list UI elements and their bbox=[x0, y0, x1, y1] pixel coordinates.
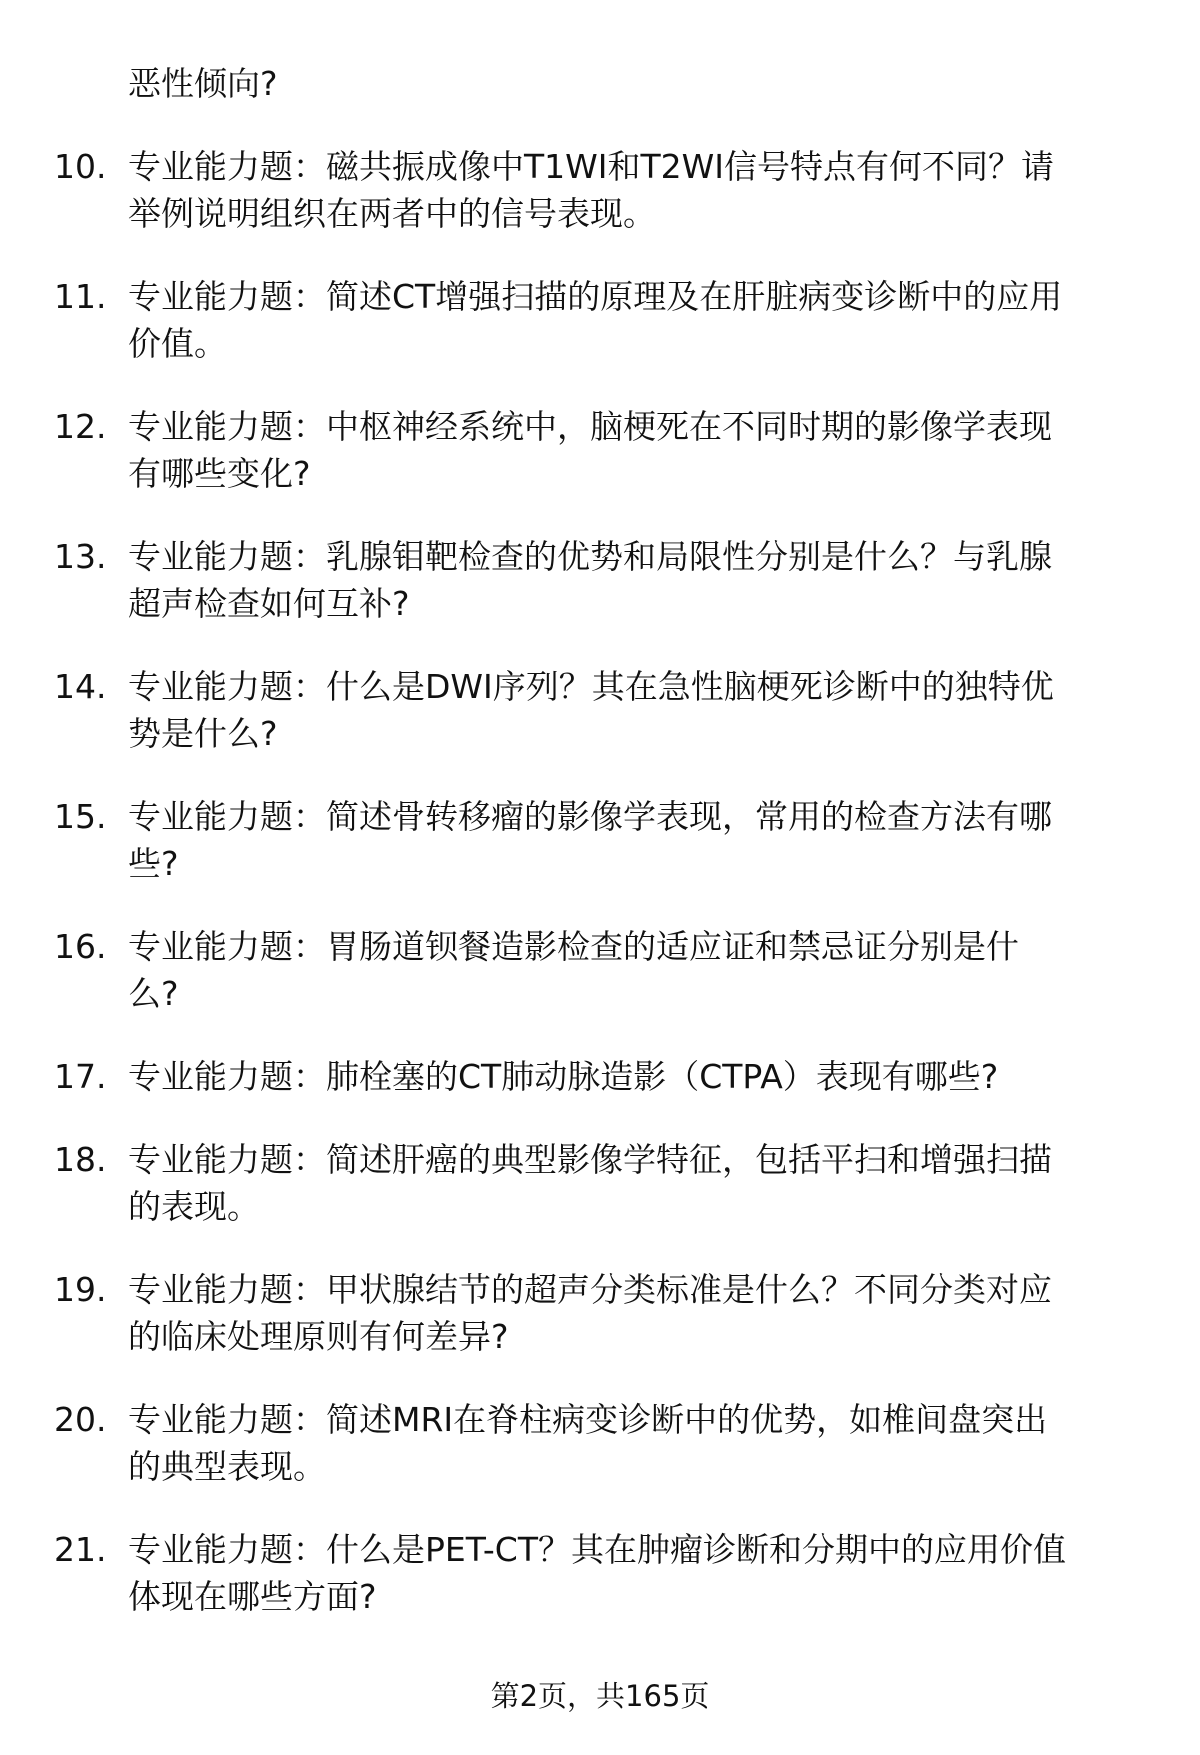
question-number: 21. bbox=[54, 1530, 107, 1569]
question-number: 15. bbox=[54, 797, 107, 836]
question-line: 些? bbox=[128, 844, 179, 883]
question-item bbox=[0, 143, 1200, 237]
question-number: 17. bbox=[54, 1057, 107, 1096]
question-item bbox=[0, 793, 1200, 887]
question-number: 16. bbox=[54, 927, 107, 966]
question-number: 10. bbox=[54, 147, 107, 186]
question-line: 专业能力题：磁共振成像中T1WI和T2WI信号特点有何不同？请 bbox=[128, 147, 1055, 186]
question-number: 14. bbox=[54, 667, 107, 706]
question-line: 的临床处理原则有何差异? bbox=[128, 1317, 509, 1356]
question-item bbox=[0, 923, 1200, 1017]
question-item bbox=[0, 1266, 1200, 1360]
question-line: 超声检查如何互补? bbox=[128, 584, 410, 623]
question-number: 13. bbox=[54, 537, 107, 576]
question-list bbox=[0, 60, 1200, 1656]
question-line: 专业能力题：乳腺钼靶检查的优势和局限性分别是什么？与乳腺 bbox=[128, 537, 1052, 576]
question-number: 18. bbox=[54, 1140, 107, 1179]
question-line: 势是什么? bbox=[128, 714, 278, 753]
question-item bbox=[0, 1136, 1200, 1230]
question-item bbox=[0, 533, 1200, 627]
question-line: 么? bbox=[128, 974, 179, 1013]
question-line: 的典型表现。 bbox=[128, 1447, 326, 1486]
question-line: 专业能力题：简述骨转移瘤的影像学表现，常用的检查方法有哪 bbox=[128, 797, 1052, 836]
question-item bbox=[0, 403, 1200, 497]
question-line: 专业能力题：中枢神经系统中，脑梗死在不同时期的影像学表现 bbox=[128, 407, 1052, 446]
question-item bbox=[0, 663, 1200, 757]
question-line: 恶性倾向? bbox=[128, 64, 278, 103]
continuation-text bbox=[0, 60, 1200, 107]
question-line: 的表现。 bbox=[128, 1187, 260, 1226]
question-line: 有哪些变化? bbox=[128, 454, 311, 493]
question-line: 专业能力题：甲状腺结节的超声分类标准是什么？不同分类对应 bbox=[128, 1270, 1052, 1309]
question-line: 体现在哪些方面? bbox=[128, 1577, 377, 1616]
question-line: 举例说明组织在两者中的信号表现。 bbox=[128, 194, 656, 233]
question-line: 专业能力题：什么是DWI序列？其在急性脑梗死诊断中的独特优 bbox=[128, 667, 1054, 706]
question-item bbox=[0, 1396, 1200, 1490]
question-line: 专业能力题：胃肠道钡餐造影检查的适应证和禁忌证分别是什 bbox=[128, 927, 1019, 966]
page-indicator: 第2页，共165页 bbox=[490, 1679, 710, 1713]
question-number: 12. bbox=[54, 407, 107, 446]
question-item bbox=[0, 1053, 1200, 1100]
question-number: 20. bbox=[54, 1400, 107, 1439]
question-number: 19. bbox=[54, 1270, 107, 1309]
question-line: 专业能力题：简述肝癌的典型影像学特征，包括平扫和增强扫描 bbox=[128, 1140, 1052, 1179]
question-line: 专业能力题：什么是PET-CT？其在肿瘤诊断和分期中的应用价值 bbox=[128, 1530, 1066, 1569]
question-line: 价值。 bbox=[128, 324, 227, 363]
question-item bbox=[0, 1526, 1200, 1620]
question-line: 专业能力题：肺栓塞的CT肺动脉造影（CTPA）表现有哪些? bbox=[128, 1057, 999, 1096]
question-line: 专业能力题：简述CT增强扫描的原理及在肝脏病变诊断中的应用 bbox=[128, 277, 1063, 316]
question-line: 专业能力题：简述MRI在脊柱病变诊断中的优势，如椎间盘突出 bbox=[128, 1400, 1048, 1439]
question-number: 11. bbox=[54, 277, 107, 316]
question-item bbox=[0, 273, 1200, 367]
